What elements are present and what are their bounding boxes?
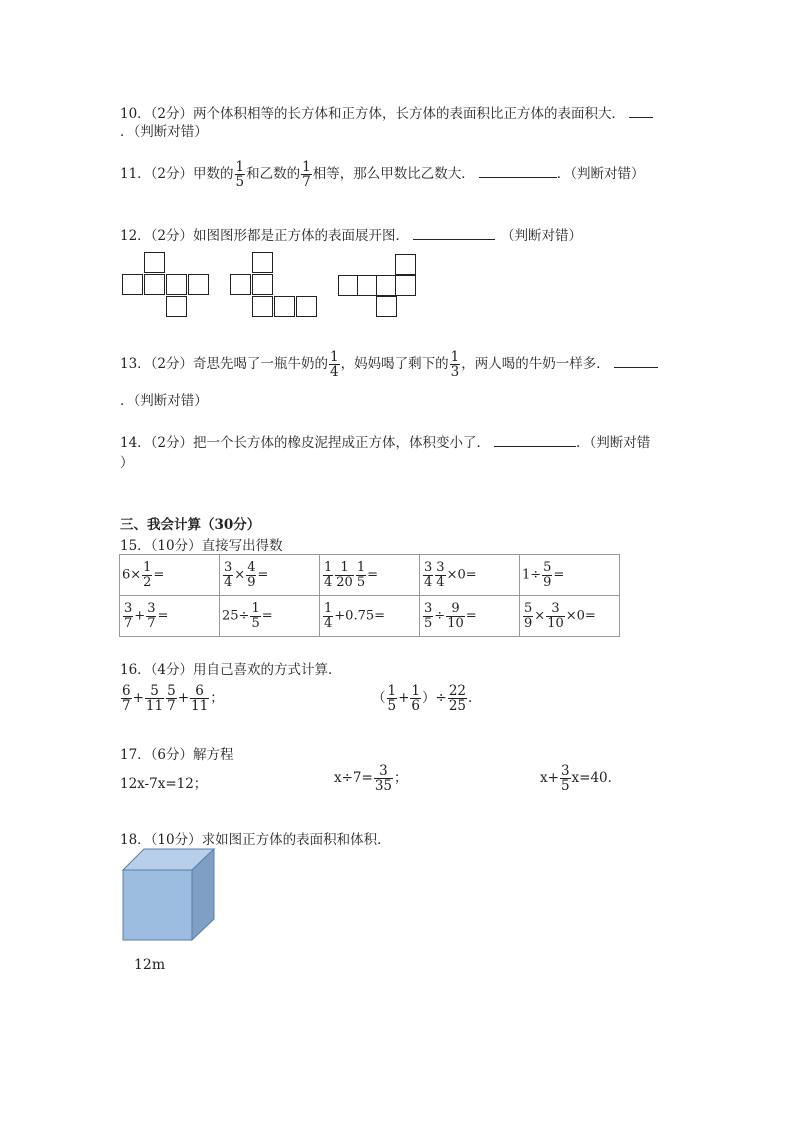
q15-cell: $\frac{1}{4}$ $\frac{1}{20}$ $\frac{1}{5}$ = xyxy=(320,555,420,596)
q10-line2: ．（判断对错） xyxy=(120,124,208,140)
q15-table xyxy=(119,554,620,637)
q15-cell: $\frac{5}{9}$ × $\frac{3}{10}$ ×0= xyxy=(520,596,620,637)
q10-line1: 10．（2分）两个体积相等的长方体和正方体，长方体的表面积比正方体的表面积大． xyxy=(120,102,653,122)
q11: 11．（2分）甲数的 $\frac{1}{5}$ 和乙数的 $\frac{1}{7}$ 相等，那么甲数比乙数大． ．（判断对错） xyxy=(120,159,645,191)
q15-cell: 6× $\frac{1}{2}$ = xyxy=(120,555,220,596)
q17-eq-2: x÷7= $\frac{3}{35}$ ； xyxy=(334,763,408,795)
q16-expr-2: （ $\frac{1}{5}$ + $\frac{1}{6}$ ）÷ $\frac{22}{25}$ . xyxy=(372,683,473,715)
q17-eq-1: 12x-7x=12； xyxy=(120,776,208,792)
q16-expr-1: $\frac{6}{7}$ + $\frac{5}{11}$ $\frac{5}{7}$ + $\frac{6}{11}$ ； xyxy=(122,683,224,715)
q12: 12．（2分）如图图形都是正方体的表面展开图． （判断对错） xyxy=(120,228,583,244)
q15-cell: $\frac{1}{4}$ +0.75= xyxy=(320,596,420,637)
q15-cell: $\frac{3}{5}$ ÷ $\frac{9}{10}$ = xyxy=(420,596,520,637)
q15-cell: $\frac{3}{7}$ + $\frac{3}{7}$ = xyxy=(120,596,220,637)
q18-title: 18．（10分）求如图正方体的表面积和体积． xyxy=(120,832,391,848)
q15-cell: 25÷ $\frac{1}{5}$ = xyxy=(220,596,320,637)
q17-eq-3: x+ $\frac{3}{5}$ x=40． xyxy=(540,763,622,795)
cube-front-face xyxy=(123,870,192,940)
q15-cell: 1÷ $\frac{5}{9}$ = xyxy=(520,555,620,596)
cube-edge-label: 12m xyxy=(134,957,166,973)
cube-figure xyxy=(118,846,218,944)
q15-cell: $\frac{3}{4}$ $\frac{3}{4}$ ×0= xyxy=(420,555,520,596)
q13: 13．（2分）奇思先喝了一瓶牛奶的 $\frac{1}{4}$ ，妈妈喝了剩下的 $\frac{1}{3}$ ，两人喝的牛奶一样多． xyxy=(120,350,658,379)
q17-title: 17．（6分）解方程 xyxy=(120,747,234,763)
q15-cell: $\frac{3}{4}$ × $\frac{4}{9}$ = xyxy=(220,555,320,596)
section-3-title: 三、我会计算（30分） xyxy=(120,517,261,533)
q14: 14．（2分）把一个长方体的橡皮泥捏成正方体，体积变小了． ．（判断对错 xyxy=(120,435,651,451)
q13-line2: ．（判断对错） xyxy=(120,393,208,409)
q15-title: 15．（10分）直接写出得数 xyxy=(120,538,283,554)
q14-line2: ） xyxy=(120,455,134,471)
q16-title: 16．（4分）用自己喜欢的方式计算． xyxy=(120,662,342,678)
